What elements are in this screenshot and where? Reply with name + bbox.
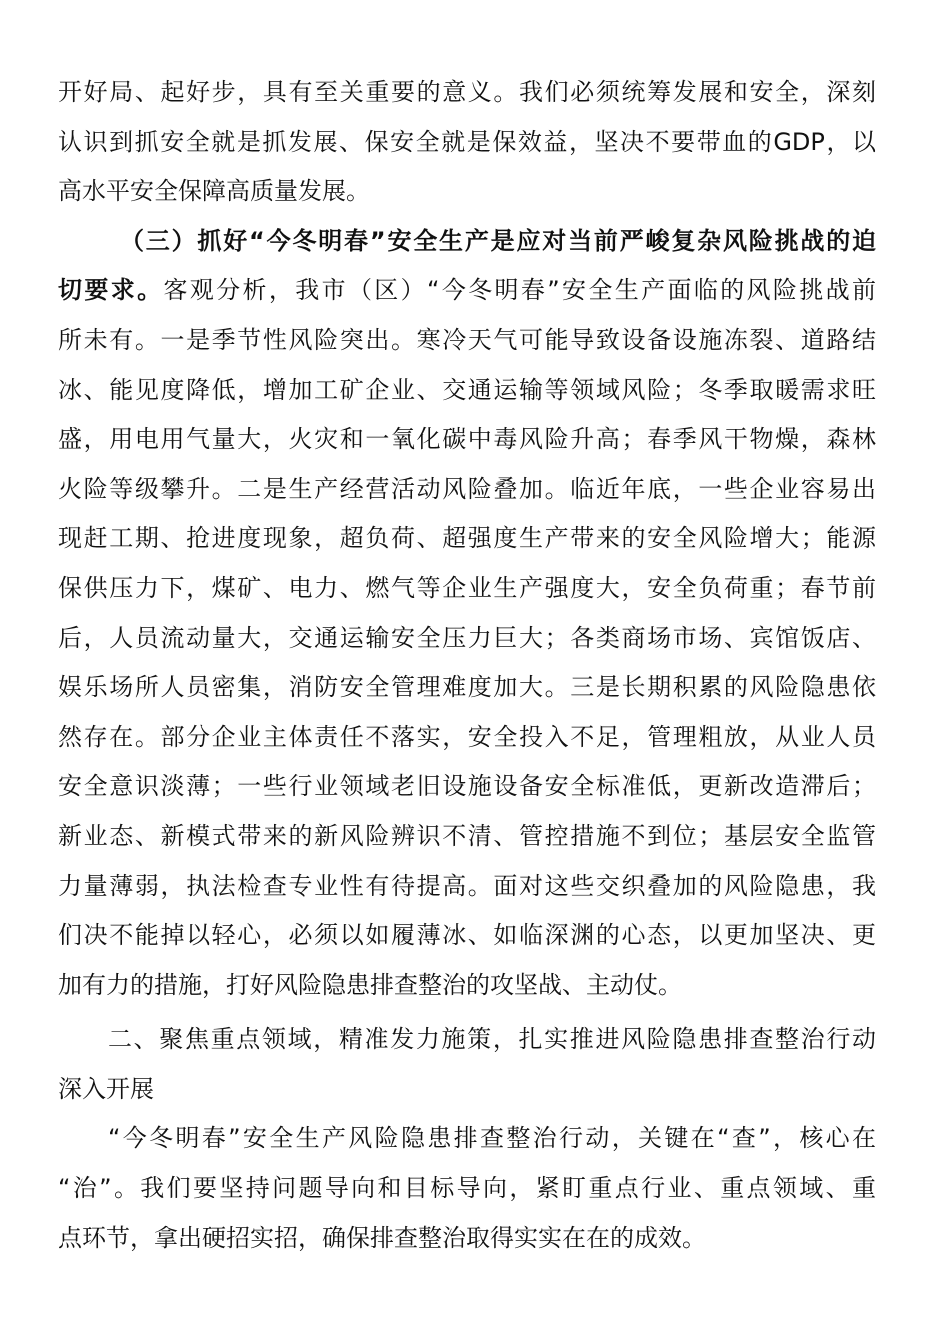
subsection-heading-tail: 切要求。 bbox=[58, 276, 164, 305]
text-line: 所未有。一是季节性风险突出。寒冷天气可能导致设备设施冻裂、道路结 bbox=[58, 325, 876, 354]
text-line: 保供压力下，煤矿、电力、燃气等企业生产强度大，安全负荷重；春节前 bbox=[58, 573, 876, 602]
subsection-heading: （三）抓好“今冬明春”安全生产是应对当前严峻复杂风险挑战的迫 bbox=[120, 226, 876, 255]
section-heading-line: 深入开展 bbox=[58, 1074, 154, 1103]
text-line: 开好局、起好步，具有至关重要的意义。我们必须统筹发展和安全，深刻 bbox=[58, 78, 876, 106]
text-line: 火险等级攀升。二是生产经营活动风险叠加。临近年底，一些企业容易出 bbox=[58, 474, 876, 503]
text-line: 新业态、新模式带来的新风险辨识不清、管控措施不到位；基层安全监管 bbox=[58, 821, 876, 850]
text-line: 盛，用电用气量大，火灾和一氧化碳中毒风险升高；春季风干物燥，森林 bbox=[58, 425, 876, 454]
text-line: 高水平安全保障高质量发展。 bbox=[58, 177, 370, 206]
text-line: 加有力的措施，打好风险隐患排查整治的攻坚战、主动仗。 bbox=[58, 970, 682, 999]
text-line: 力量薄弱，执法检查专业性有待提高。面对这些交织叠加的风险隐患，我 bbox=[58, 871, 876, 900]
text-line: 冰、能见度降低，增加工矿企业、交通运输等领域风险；冬季取暖需求旺 bbox=[58, 375, 876, 404]
paragraph-development-security bbox=[58, 68, 876, 217]
text-line: 后，人员流动量大，交通运输安全压力巨大；各类商场市场、宾馆饭店、 bbox=[58, 623, 876, 652]
text-line: 认识到抓安全就是抓发展、保安全就是保效益，坚决不要带血的GDP，以 bbox=[58, 127, 876, 156]
text-line: 点环节，拿出硬招实招，确保排查整治取得实实在在的成效。 bbox=[58, 1223, 706, 1252]
text-span: 客观分析，我市（区）“今冬明春”安全生产面临的风险挑战前 bbox=[163, 276, 876, 305]
paragraph-winter-spring-risks bbox=[58, 217, 876, 1011]
text-line: 们决不能掉以轻心，必须以如履薄冰、如临深渊的心态，以更加坚决、更 bbox=[58, 921, 876, 950]
text-line-mixed bbox=[58, 266, 876, 316]
section-heading-two bbox=[58, 1015, 876, 1114]
document-page bbox=[58, 68, 876, 1263]
paragraph-check-and-fix bbox=[58, 1114, 876, 1263]
section-heading-line: 二、聚焦重点领域，精准发力施策，扎实推进风险隐患排查整治行动 bbox=[108, 1025, 876, 1054]
text-line: 娱乐场所人员密集，消防安全管理难度加大。三是长期积累的风险隐患依 bbox=[58, 673, 876, 702]
text-line: “今冬明春”安全生产风险隐患排查整治行动，关键在“查”，核心在 bbox=[108, 1124, 876, 1153]
text-line: 现赶工期、抢进度现象，超负荷、超强度生产带来的安全风险增大；能源 bbox=[58, 524, 876, 553]
text-line: 然存在。部分企业主体责任不落实，安全投入不足，管理粗放，从业人员 bbox=[58, 722, 876, 751]
text-line: “治”。我们要坚持问题导向和目标导向，紧盯重点行业、重点领域、重 bbox=[58, 1174, 876, 1203]
text-line: 安全意识淡薄；一些行业领域老旧设施设备安全标准低，更新改造滞后； bbox=[58, 772, 876, 801]
